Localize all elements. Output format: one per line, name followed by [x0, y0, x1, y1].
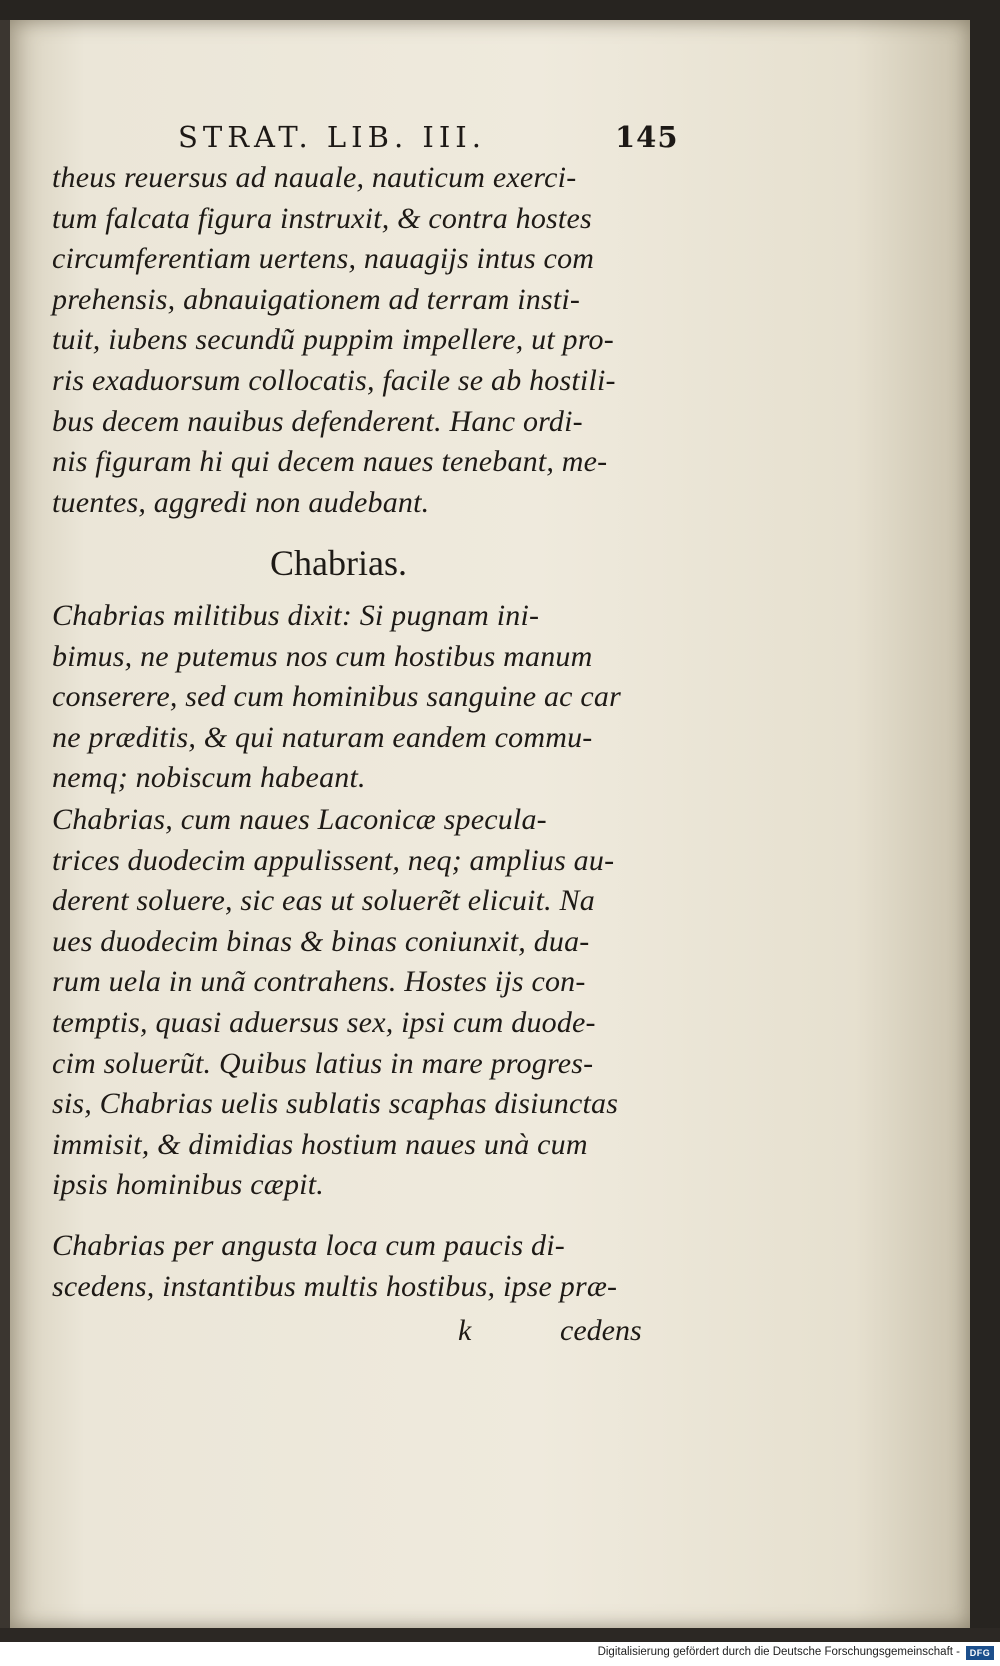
page-number: 145	[615, 120, 679, 154]
footer-credit: Digitalisierung gefördert durch die Deutsche Forschungsgemeinschaft -	[597, 1646, 960, 1658]
page-binding-edge	[0, 20, 10, 1628]
dfg-logo-icon: DFG	[966, 1646, 994, 1660]
signature-mark: k	[458, 1314, 472, 1347]
page-bottom-edge	[0, 1628, 1000, 1642]
section-heading: Chabrias.	[270, 543, 407, 583]
paragraph-chabrias-narrows: Chabrias per angusta loca cum paucis di- scedens, instantibus multis hostibus, ipse præ-	[52, 1229, 618, 1303]
catchword: cedens	[560, 1314, 642, 1347]
paragraph-chabrias-speech: Chabrias militibus dixit: Si pugnam ini- bimus, ne putemus nos cum hostibus manum conserere, sed cum hominibus sanguine ac car ne præditis, & qui naturam eandem commu- nemq; nobiscum habeant.	[52, 599, 621, 795]
paragraph-chabrias-ships: Chabrias, cum naues Laconicæ specula- trices duodecim appulissent, neq; amplius au- derent soluere, sic eas ut soluerẽt elicuit. Na ues duodecim binas & binas coniunxit, dua- rum uela in unã contrahens. Hostes ijs con- temptis, quasi aduersus sex, ipsi cum duode- cim soluerũt. Quibus latius in mare progres- sis, Chabrias uelis sublatis scaphas disiunctas immisit, & dimidias hostium naues unà cum ipsis hominibus cæpit.	[52, 803, 619, 1202]
footer-bar	[0, 1642, 1000, 1666]
paragraph-continuation: theus reuersus ad nauale, nauticum exerci- tum falcata figura instruxit, & contra hostes circumferentiam uertens, nauagijs intus com prehensis, abnauigationem ad terram insti- tuit, iubens secundũ puppim impellere, ut pro- ris exaduorsum collocatis, facile se ab hostili- bus decem nauibus defenderent. Hanc ordi- nis figuram hi qui decem naues tenebant, me- tuentes, aggredi non audebant.	[52, 161, 616, 519]
running-head-title: STRAT. LIB. III.	[178, 120, 486, 154]
running-head	[178, 120, 679, 160]
